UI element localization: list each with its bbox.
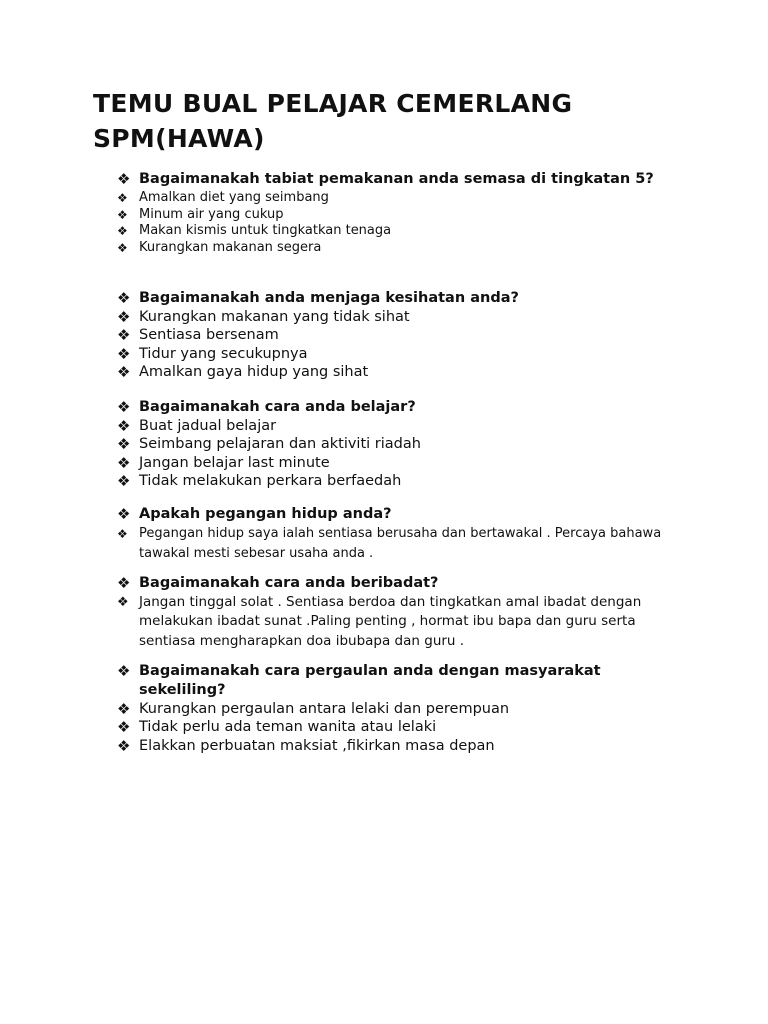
answer-item	[117, 345, 677, 363]
diamond-bullet-icon: ❖	[117, 527, 128, 541]
diamond-bullet-icon: ❖	[117, 224, 128, 239]
answer-text: Seimbang pelajaran dan aktiviti riadah	[139, 436, 421, 453]
answer-text: Minum air yang cukup	[139, 206, 284, 222]
section-diet	[117, 170, 677, 257]
answer-text: Tidak perlu ada teman wanita atau lelaki	[139, 719, 437, 736]
answer-text: Elakkan perbuatan maksiat ,fikirkan masa depan	[139, 737, 495, 754]
answer-text: Jangan tinggal solat . Sentiasa berdoa dan tingkatkan amal ibadat dengan melakukan ibadat sunat .Paling penting , hormat ibu bapa dan guru serta sentiasa mengharapkan doa ibubapa dan guru .	[139, 594, 642, 649]
section-study	[117, 398, 677, 490]
question-text: Bagaimanakah anda menjaga kesihatan anda?	[139, 290, 519, 306]
diamond-bullet-icon: ❖	[117, 308, 131, 326]
answer-item	[117, 207, 677, 224]
question-heading	[117, 289, 677, 308]
question-text: Bagaimanakah tabiat pemakanan anda semasa di tingkatan 5?	[139, 171, 654, 187]
answer-text: Amalkan gaya hidup yang sihat	[139, 363, 369, 380]
answer-text: Pegangan hidup saya ialah sentiasa berusaha dan bertawakal . Percaya bahawa tawakal mesti sebesar usaha anda .	[139, 526, 662, 561]
answer-text: Kurangkan makanan segera	[139, 240, 322, 256]
answer-item	[117, 737, 677, 755]
diamond-bullet-icon: ❖	[117, 191, 128, 205]
diamond-bullet-icon: ❖	[117, 362, 131, 381]
page-title: TEMU BUAL PELAJAR CEMERLANG SPM(HAWA)	[93, 89, 573, 153]
answer-item	[117, 417, 677, 435]
diamond-bullet-icon: ❖	[117, 241, 128, 256]
answer-item	[117, 240, 677, 257]
section-worship	[117, 574, 677, 651]
diamond-bullet-icon: ❖	[117, 398, 131, 416]
diamond-bullet-icon: ❖	[117, 736, 131, 755]
diamond-bullet-icon: ❖	[117, 417, 131, 435]
diamond-bullet-icon: ❖	[117, 595, 129, 610]
diamond-bullet-icon: ❖	[117, 662, 131, 680]
diamond-bullet-icon: ❖	[117, 574, 131, 592]
diamond-bullet-icon: ❖	[117, 453, 131, 472]
answer-item	[117, 524, 664, 564]
diamond-bullet-icon: ❖	[117, 435, 131, 454]
question-heading	[117, 170, 677, 189]
answer-item	[117, 700, 677, 718]
diamond-bullet-icon: ❖	[117, 471, 131, 490]
answer-text: Tidak melakukan perkara berfaedah	[139, 472, 402, 489]
question-text: Bagaimanakah cara pergaulan anda dengan masyarakat sekeliling?	[139, 663, 601, 698]
diamond-bullet-icon: ❖	[117, 326, 131, 345]
answer-item	[117, 472, 677, 490]
answer-item	[117, 308, 677, 326]
diamond-bullet-icon: ❖	[117, 289, 131, 307]
answer-item	[117, 223, 677, 240]
answer-item	[117, 326, 677, 344]
diamond-bullet-icon: ❖	[117, 207, 128, 222]
question-text: Bagaimanakah cara anda beribadat?	[139, 575, 439, 591]
answer-text: Jangan belajar last minute	[139, 454, 330, 471]
section-social	[117, 662, 677, 755]
diamond-bullet-icon: ❖	[117, 700, 131, 718]
answer-text: Sentiasa bersenam	[139, 327, 279, 344]
diamond-bullet-icon: ❖	[117, 170, 131, 188]
answer-text: Tidur yang secukupnya	[139, 345, 308, 362]
diamond-bullet-icon: ❖	[117, 344, 131, 363]
question-heading	[117, 574, 677, 593]
answer-item	[117, 593, 674, 651]
section-life-principle	[117, 505, 677, 564]
question-text: Bagaimanakah cara anda belajar?	[139, 399, 416, 415]
question-heading	[117, 662, 649, 700]
diamond-bullet-icon: ❖	[117, 505, 131, 523]
answer-item	[117, 454, 677, 472]
answer-item	[117, 718, 677, 736]
answer-text: Buat jadual belajar	[139, 418, 277, 434]
question-heading	[117, 398, 677, 417]
answer-text: Kurangkan makanan yang tidak sihat	[139, 309, 410, 325]
answer-item	[117, 363, 677, 381]
question-text: Apakah pegangan hidup anda?	[139, 506, 392, 522]
question-heading	[117, 505, 677, 524]
answer-item	[117, 190, 677, 207]
diamond-bullet-icon: ❖	[117, 718, 131, 737]
answer-text: Makan kismis untuk tingkatkan tenaga	[139, 223, 392, 239]
answer-text: Kurangkan pergaulan antara lelaki dan perempuan	[139, 701, 510, 717]
answer-text: Amalkan diet yang seimbang	[139, 190, 329, 205]
section-health	[117, 289, 677, 381]
answer-item	[117, 435, 677, 453]
